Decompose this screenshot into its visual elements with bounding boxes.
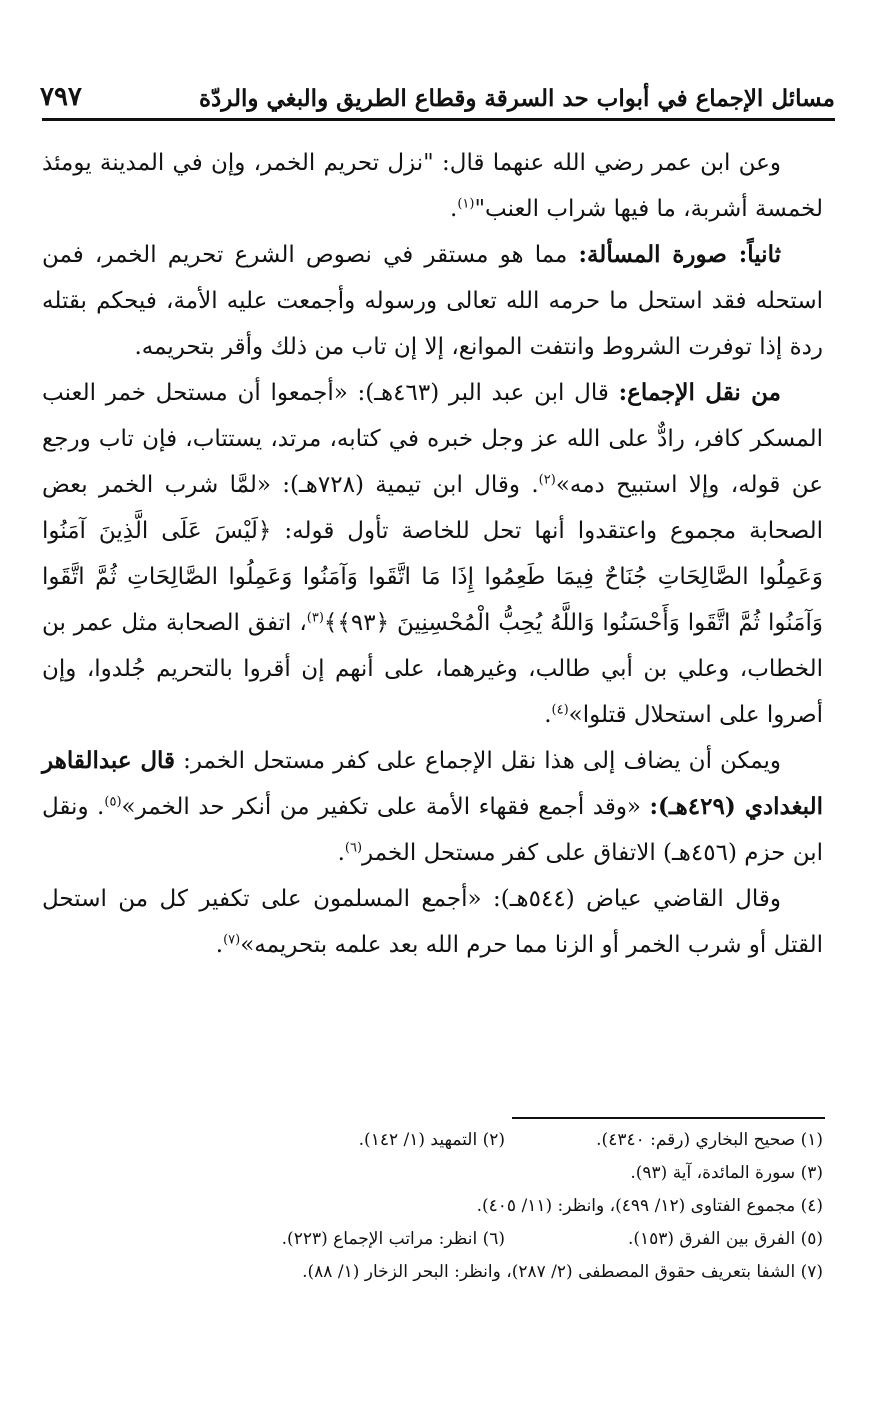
footnote-ref-5: (٥)	[104, 794, 122, 810]
footnote-7: (٧) الشفا بتعريف حقوق المصطفى (٢/ ٢٨٧)، وانظر: البحر الزخار (١/ ٨٨).	[302, 1262, 823, 1282]
paragraph-1: وعن ابن عمر رضي الله عنهما قال: "نزل تحريم الخمر، وإن في المدينة يومئذ لخمسة أشربة، ما فيها شراب العنب"$^{(١)}$.	[42, 150, 823, 222]
footnote-ref-3: (٣)	[306, 610, 324, 626]
footnote-6: (٦) انظر: مراتب الإجماع (٢٢٣).	[281, 1229, 505, 1249]
footnote-2: (٢) التمهيد (١/ ١٤٢).	[358, 1130, 505, 1150]
section-heading-3: من نقل الإجماع:	[618, 379, 782, 406]
paragraph-3: من نقل الإجماع: قال ابن عبد البر (٤٦٣هـ): «أجمعوا أن مستحل خمر العنب المسكر كافر، رادٌّ على الله عز وجل خبره في كتابه، مرتد، يستتاب، فإن تاب ورجع عن قوله، وإلا استبيح دمه»$^{(٢)}$. وقال ابن تيمية (٧٢٨هـ): «لمَّا شرب الخمر بعض الصحابة مجموع واعتقدوا أنها تحل للخاصة تأول قوله: ﴿لَيْسَ عَلَى الَّذِينَ آمَنُوا وَعَمِلُوا الصَّالِحَاتِ جُنَاحٌ فِيمَا طَعِمُوا إِذَا مَا اتَّقَوا وَآمَنُوا وَعَمِلُوا الصَّالِحَاتِ ثُمَّ اتَّقَوا وَآمَنُوا ثُمَّ اتَّقَوا وَأَحْسَنُوا وَاللَّهُ يُحِبُّ الْمُحْسِنِينَ ﴿٩٣﴾﴾$^{(٣)}$، اتفق الصحابة مثل عمر بن الخطاب، وعلي بن أبي طالب، وغيرهما، على أنهم إن أقروا بالتحريم جُلدوا، وإن أصروا على استحلال قتلوا»$^{(٤)}$.	[42, 379, 823, 728]
header-rule	[42, 118, 835, 121]
footnote-ref-7: (٧)	[223, 932, 241, 948]
footnote-row-1	[110, 1124, 823, 1157]
baghdadi-name: قال عبدالقاهر البغدادي (٤٢٩هـ):	[42, 747, 824, 820]
footnote-separator	[512, 1117, 825, 1119]
footnote-ref-1: (١)	[457, 196, 475, 212]
main-text	[42, 140, 823, 968]
quote-ibn-abd-al-barr: قال ابن عبد البر (٤٦٣هـ): «أجمعوا أن مستحل خمر العنب المسكر كافر، رادٌّ على الله عز وجل خبره في كتابه، مرتد، يستتاب، فإن تاب ورجع عن قوله، وإلا استبيح دمه»	[42, 380, 823, 498]
paragraph-5: وقال القاضي عياض (٥٤٤هـ): «أجمع المسلمون على تكفير كل من استحل القتل أو شرب الخمر أو الزنا مما حرم الله بعد علمه بتحريمه»$^{(٧)}$.	[42, 886, 823, 958]
footnote-5: (٥) الفرق بين الفرق (١٥٣).	[627, 1229, 823, 1249]
paragraph-4: ويمكن أن يضاف إلى هذا نقل الإجماع على كفر مستحل الخمر: قال عبدالقاهر البغدادي (٤٢٩هـ): «وقد أجمع فقهاء الأمة على تكفير من أنكر حد الخمر»$^{(٥)}$. ونقل ابن حزم (٤٥٦هـ) الاتفاق على كفر مستحل الخمر$^{(٦)}$.	[42, 747, 824, 866]
quote-qadi-iyad: وقال القاضي عياض (٥٤٤هـ): «أجمع المسلمون على تكفير كل من استحل القتل أو شرب الخمر أو الزنا مما حرم الله بعد علمه بتحريمه»	[42, 886, 823, 958]
footnote-3: (٣) سورة المائدة، آية (٩٣).	[630, 1163, 823, 1183]
footnote-row-3	[110, 1223, 823, 1256]
page-header	[40, 62, 835, 112]
footnote-ref-4: (٤)	[551, 702, 569, 718]
page-number: ٧٩٧	[40, 82, 82, 112]
footnote-1: (١) صحيح البخاري (رقم: ٤٣٤٠).	[596, 1130, 823, 1150]
footnote-ref-6: (٦)	[344, 840, 363, 856]
footnote-ref-2: (٢)	[538, 472, 556, 488]
running-title: مسائل الإجماع في أبواب حد السرقة وقطاع الطريق والبغي والردّة	[198, 85, 835, 112]
quran-verse: ﴿لَيْسَ عَلَى الَّذِينَ آمَنُوا وَعَمِلُوا الصَّالِحَاتِ جُنَاحٌ فِيمَا طَعِمُوا إِذَا مَا اتَّقَوا وَآمَنُوا وَعَمِلُوا الصَّالِحَاتِ ثُمَّ اتَّقَوا وَآمَنُوا ثُمَّ اتَّقَوا وَأَحْسَنُوا وَاللَّهُ يُحِبُّ الْمُحْسِنِينَ ﴿٩٣﴾﴾	[42, 518, 823, 636]
footnotes	[110, 1124, 823, 1289]
paragraph-2	[42, 232, 823, 370]
ibn-hazm-text: . ونقل ابن حزم (٤٥٦هـ) الاتفاق على كفر مستحل الخمر	[42, 794, 823, 866]
quote-ibn-taymiyyah: . وقال ابن تيمية (٧٢٨هـ): «لمَّا شرب الخمر بعض الصحابة مجموع واعتقدوا أنها تحل للخاصة تأول قوله:	[42, 472, 823, 544]
paragraph-2-text: مما هو مستقر في نصوص الشرع تحريم الخمر، فمن استحله فقد استحل ما حرمه الله تعالى ورسوله وأجمعت عليه الأمة، فيحكم بقتله ردة إذا توفرت الشروط وانتفت الموانع، إلا إن تاب من ذلك وأقر بتحريمه.	[42, 242, 823, 360]
section-heading-2: ثانياً: صورة المسألة:	[578, 241, 781, 268]
quote-baghdadi: «وقد أجمع فقهاء الأمة على تكفير من أنكر حد الخمر»	[121, 794, 641, 820]
paragraph-4-intro: ويمكن أن يضاف إلى هذا نقل الإجماع على كفر مستحل الخمر:	[183, 748, 782, 774]
quote-ibn-taymiyyah-cont: ، اتفق الصحابة مثل عمر بن الخطاب، وعلي بن أبي طالب، وغيرهما، على أنهم إن أقروا بالتحريم جُلدوا، وإن أصروا على استحلال قتلوا»	[42, 610, 823, 728]
paragraph-1-text: وعن ابن عمر رضي الله عنهما قال: "نزل تحريم الخمر، وإن في المدينة يومئذ لخمسة أشربة، ما فيها شراب العنب"	[42, 150, 823, 222]
footnote-4: (٤) مجموع الفتاوى (١٢/ ٤٩٩)، وانظر: (١١/ ٤٠٥).	[476, 1196, 823, 1216]
